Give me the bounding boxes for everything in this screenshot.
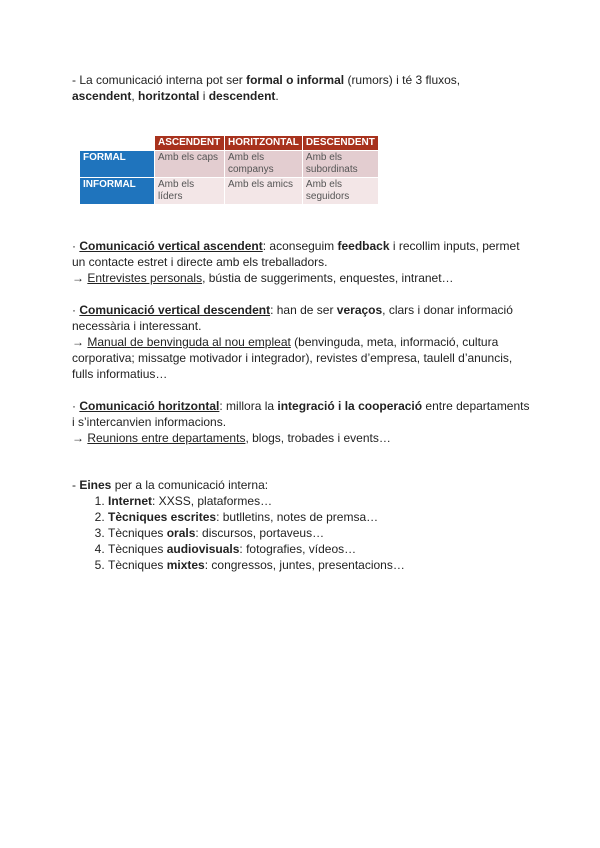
arrow-icon: → [72, 431, 88, 445]
header-horitzontal: HORITZONTAL [225, 136, 303, 151]
table-cell: Amb els companys [225, 151, 303, 178]
header-ascendent: ASCENDENT [155, 136, 225, 151]
table-corner [80, 136, 155, 151]
row-label-formal: FORMAL [80, 151, 155, 178]
row-label-informal: INFORMAL [80, 178, 155, 205]
flows-table [80, 136, 378, 204]
section-title: Comunicació horitzontal [79, 399, 220, 413]
list-item: 1. Internet: XXSS, plataformes… [108, 493, 532, 509]
document-page [72, 72, 532, 573]
table-cell: Amb els seguidors [302, 178, 377, 205]
table-header-row [80, 136, 378, 151]
header-descendent: DESCENDENT [302, 136, 377, 151]
section-horitzontal: · Comunicació horitzontal: millora la integració i la cooperació entre departaments i s’intercanvien informacions. [72, 399, 530, 429]
table-cell: Amb els amics [225, 178, 303, 205]
section-title: Comunicació vertical ascendent [79, 239, 263, 253]
list-item: 4. Tècniques audiovisuals: fotografies, vídeos… [108, 541, 532, 557]
example-line: → Entrevistes personals, bústia de suggeriments, enquestes, intranet… [72, 271, 454, 285]
arrow-icon: → [72, 271, 88, 285]
table-cell: Amb els subordinats [302, 151, 377, 178]
intro-paragraph: - La comunicació interna pot ser formal o informal (rumors) i té 3 fluxos, ascendent, horitzontal i descendent. [72, 73, 461, 103]
eines-list [72, 493, 532, 573]
example-line: → Reunions entre departaments, blogs, trobades i events… [72, 431, 391, 445]
eines-heading: - Eines per a la comunicació interna: [72, 478, 269, 492]
list-item: 5. Tècniques mixtes: congressos, juntes, presentacions… [108, 557, 532, 573]
section-title: Comunicació vertical descendent [79, 303, 271, 317]
list-item: 2. Tècniques escrites: butlletins, notes de premsa… [108, 509, 532, 525]
list-item: 3. Tècniques orals: discursos, portaveus… [108, 525, 532, 541]
example-line: → Manual de benvinguda al nou empleat (benvinguda, meta, informació, cultura corporativa; missatge motivador i integrador), revistes d’empresa, taulell d’anuncis, fulls informatius… [72, 335, 513, 381]
section-ascendent: · Comunicació vertical ascendent: aconseguim feedback i recollim inputs, permet un contacte estret i directe amb els treballadors. [72, 239, 520, 269]
table-row [80, 151, 378, 178]
arrow-icon: → [72, 335, 88, 349]
section-descendent: · Comunicació vertical descendent: han de ser veraços, clars i donar informació necessària i interessant. [72, 303, 513, 333]
table-cell: Amb els líders [155, 178, 225, 205]
table-cell: Amb els caps [155, 151, 225, 178]
table-row [80, 178, 378, 205]
